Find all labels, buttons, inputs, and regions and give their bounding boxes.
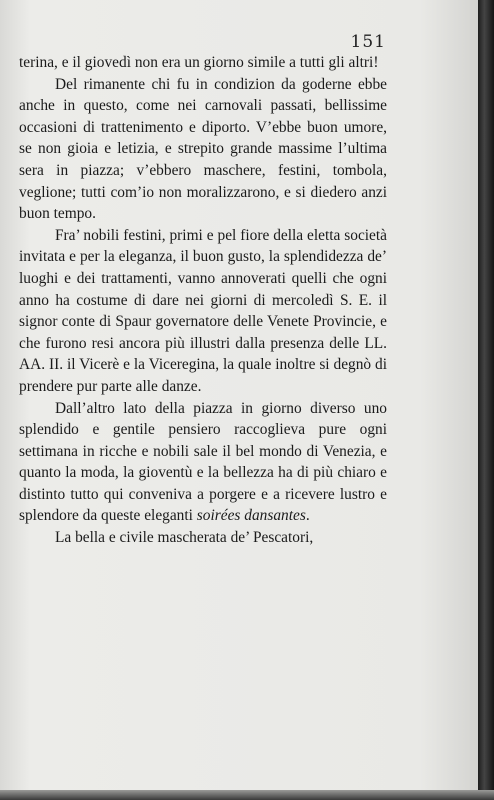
body-text: [19, 52, 387, 549]
page-edge-right: [478, 0, 494, 800]
page-number: 151: [350, 32, 386, 52]
paragraph-4: [19, 398, 387, 528]
paragraph-2: Del rimanente chi fu in condizion da goderne ebbe anche in questo, come nei carnovali passati, bellissime occasioni di trattenimento e diporto. V’ebbe buon umore, se non gioia e letizia, e strepito grande massime l’ultima sera in piazza; v’ebbero maschere, festini, tombola, veglione; tutti com’io non moralizzarono, e si diedero anzi buon tempo.: [19, 75, 387, 223]
paragraph-4-text: Dall’altro lato della piazza in giorno diverso uno splendido e gentile pensiero raccoglieva pure ogni settimana in ricche e nobili sale il bel mondo di Venezia, e quanto la moda, la gioventù e la bellezza ha di più chiaro e distinto tutto qui conveniva a porgere e a ricevere lustro e splendore da queste eleganti: [19, 399, 387, 525]
paragraph-5: La bella e civile mascherata de’ Pescatori,: [55, 529, 314, 547]
page-edge-bottom: [0, 790, 494, 800]
paragraph-1: terina, e il giovedì non era un giorno simile a tutti gli altri!: [19, 54, 379, 71]
paragraph-3: Fra’ nobili festini, primi e pel fiore della eletta società invitata e per la eleganza, il buon gusto, la splendidezza de’ luoghi e dei trattamenti, vanno annoverati quelli che ogni anno ha costume di dare nei giorni di mercoledì S. E. il signor conte di Spaur governatore delle Venete Provincie, e che furono resi ancora più illustri dalla presenza delle LL. AA. II. il Vicerè e la Viceregina, la quale inoltre si degnò di prendere pur parte alle danze.: [19, 226, 387, 395]
paragraph-4-italic: soirées dansantes: [196, 507, 306, 525]
paragraph-4-punct: .: [305, 507, 310, 525]
